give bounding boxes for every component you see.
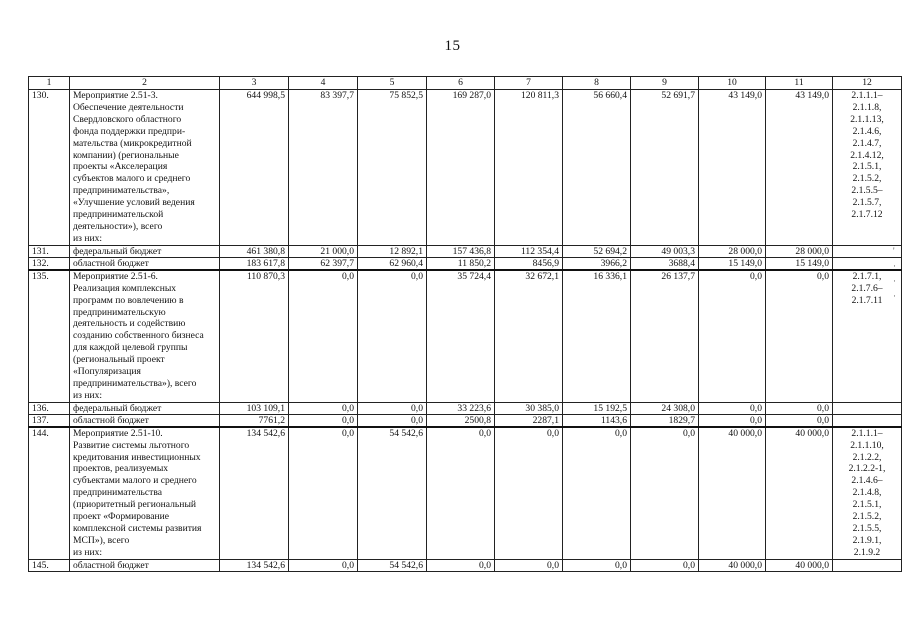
target-code: 2.1.5.7, [852, 197, 882, 209]
row-index: 130. [29, 90, 70, 246]
measure-name-line: Реализация комплексных [73, 282, 177, 294]
measure-name-line: Обеспечение деятельности [73, 101, 184, 113]
target-codes [833, 90, 902, 246]
amount-cell: 0,0 [358, 270, 427, 402]
amount-cell: 0,0 [699, 402, 766, 414]
target-code: 2.1.7.11 [851, 294, 883, 306]
column-header: 8 [563, 77, 631, 90]
amount-cell: 0,0 [358, 402, 427, 414]
amount-cell: 103 109,1 [220, 402, 289, 414]
measure-name-line: деятельности»), всего [73, 220, 163, 232]
measure-name-line: Свердловского областного [73, 113, 182, 125]
amount-cell: 40 000,0 [766, 559, 833, 571]
measure-name-line: «Популяризация [73, 366, 141, 378]
budget-table [28, 76, 902, 572]
amount-cell: 28 000,0 [699, 245, 766, 257]
amount-cell: 0,0 [289, 559, 358, 571]
amount-cell: 43 149,0 [699, 90, 766, 246]
measure-name [70, 427, 220, 559]
measure-name-line: проект «Формирование [73, 511, 170, 523]
amount-cell: 183 617,8 [220, 257, 289, 270]
amount-cell: 3966,2 [563, 257, 631, 270]
target-code: 2.1.4.7, [852, 137, 882, 149]
measure-name-line: программ по вовлечению в [73, 294, 184, 306]
amount-cell: 461 380,8 [220, 245, 289, 257]
amount-cell: 644 998,5 [220, 90, 289, 246]
target-code: 2.1.1.1– [851, 90, 883, 101]
amount-cell: 40 000,0 [766, 427, 833, 559]
budget-source-name: областной бюджет [70, 559, 220, 571]
budget-source-row [29, 402, 902, 414]
amount-cell: 120 811,3 [495, 90, 563, 246]
measure-name-line: Развитие системы льготного [73, 439, 190, 451]
target-code: 2.1.4.6– [851, 475, 883, 487]
amount-cell: 0,0 [699, 414, 766, 427]
amount-cell: 15 192,5 [563, 402, 631, 414]
amount-cell: 157 436,8 [427, 245, 495, 257]
target-code: 2.1.4.12, [850, 149, 884, 161]
column-header: 9 [631, 77, 699, 90]
amount-cell: 15 149,0 [766, 257, 833, 270]
measure-row [29, 427, 902, 559]
measure-name-line: деятельность и содействию [73, 318, 186, 330]
amount-cell: 11 850,2 [427, 257, 495, 270]
amount-cell: 110 870,3 [220, 270, 289, 402]
target-codes-empty [833, 245, 902, 257]
measure-name-line: для каждой целевой группы [73, 342, 188, 354]
budget-source-name: областной бюджет [70, 257, 220, 270]
amount-cell: 40 000,0 [699, 559, 766, 571]
measure-name-line: субъектами малого и среднего [73, 475, 197, 487]
amount-cell: 30 385,0 [495, 402, 563, 414]
amount-cell: 0,0 [289, 402, 358, 414]
measure-name-line: Мероприятие 2.51-10. [73, 427, 163, 439]
target-code: 2.1.1.10, [850, 439, 884, 451]
amount-cell: 8456,9 [495, 257, 563, 270]
measure-name-line: МСП»), всего [73, 534, 130, 546]
row-index: 137. [29, 414, 70, 427]
measure-name-line: предпринимательской [73, 209, 164, 221]
measure-name-line: предпринимательскую [73, 306, 166, 318]
row-index: 132. [29, 257, 70, 270]
amount-cell: 1829,7 [631, 414, 699, 427]
amount-cell: 169 287,0 [427, 90, 495, 246]
measure-name-line: проекты «Акселерация [73, 161, 168, 173]
amount-cell: 26 137,7 [631, 270, 699, 402]
measure-name-line: кредитования инвестиционных [73, 451, 201, 463]
target-codes-empty [833, 402, 902, 414]
target-code: 2.1.5.2, [852, 173, 882, 185]
column-header: 3 [220, 77, 289, 90]
amount-cell: 0,0 [289, 414, 358, 427]
amount-cell: 83 397,7 [289, 90, 358, 246]
target-code: 2.1.2.2-1, [848, 463, 886, 475]
measure-row [29, 270, 902, 402]
amount-cell: 16 336,1 [563, 270, 631, 402]
budget-source-row [29, 414, 902, 427]
amount-cell: 2500,8 [427, 414, 495, 427]
amount-cell: 62 397,7 [289, 257, 358, 270]
amount-cell: 33 223,6 [427, 402, 495, 414]
amount-cell: 0,0 [631, 559, 699, 571]
amount-cell: 3688,4 [631, 257, 699, 270]
margin-scan-marks: ' · · · [893, 246, 896, 301]
target-code: 2.1.7.6– [851, 282, 883, 294]
target-code: 2.1.5.1, [852, 161, 882, 173]
target-codes-empty [833, 559, 902, 571]
amount-cell: 49 003,3 [631, 245, 699, 257]
amount-cell: 21 000,0 [289, 245, 358, 257]
target-code: 2.1.5.5, [852, 523, 882, 534]
amount-cell: 32 672,1 [495, 270, 563, 402]
amount-cell: 75 852,5 [358, 90, 427, 246]
amount-cell: 134 542,6 [220, 559, 289, 571]
amount-cell: 7761,2 [220, 414, 289, 427]
target-code: 2.1.5.2, [852, 511, 882, 523]
target-code: 2.1.1.1– [851, 427, 883, 439]
amount-cell: 0,0 [766, 270, 833, 402]
row-index: 144. [29, 427, 70, 559]
column-header: 2 [70, 77, 220, 90]
target-codes-empty [833, 414, 902, 427]
target-code: 2.1.7.1, [852, 270, 882, 282]
measure-name-line: (региональный проект [73, 354, 165, 366]
measure-name-line: (приоритетный региональный [73, 499, 197, 511]
amount-cell: 43 149,0 [766, 90, 833, 246]
column-header: 12 [833, 77, 902, 90]
measure-name-line: из них: [73, 389, 103, 401]
measure-name-line: субъектов малого и среднего [73, 173, 191, 185]
target-code: 2.1.2.2, [852, 451, 882, 463]
measure-name-line: мательства (микрокредитной [73, 137, 192, 149]
amount-cell: 54 542,6 [358, 427, 427, 559]
measure-name-line: предпринимательства [73, 487, 163, 499]
amount-cell: 0,0 [563, 427, 631, 559]
measure-row [29, 90, 902, 246]
amount-cell: 40 000,0 [699, 427, 766, 559]
amount-cell: 1143,6 [563, 414, 631, 427]
measure-name-line: из них: [73, 232, 103, 244]
amount-cell: 62 960,4 [358, 257, 427, 270]
target-code: 2.1.7.12 [851, 209, 883, 221]
target-codes [833, 270, 902, 402]
amount-cell: 28 000,0 [766, 245, 833, 257]
column-header: 11 [766, 77, 833, 90]
column-header: 10 [699, 77, 766, 90]
amount-cell: 35 724,4 [427, 270, 495, 402]
amount-cell: 0,0 [289, 270, 358, 402]
target-code: 2.1.9.2 [853, 546, 881, 558]
amount-cell: 15 149,0 [699, 257, 766, 270]
header-row [29, 77, 902, 90]
column-header: 6 [427, 77, 495, 90]
amount-cell: 0,0 [427, 559, 495, 571]
amount-cell: 12 892,1 [358, 245, 427, 257]
amount-cell: 2287,1 [495, 414, 563, 427]
measure-name-line: проектов, реализуемых [73, 463, 169, 475]
target-code: 2.1.1.8, [852, 101, 882, 113]
amount-cell: 0,0 [766, 402, 833, 414]
column-header: 4 [289, 77, 358, 90]
row-index: 145. [29, 559, 70, 571]
amount-cell: 24 308,0 [631, 402, 699, 414]
measure-name-line: фонда поддержки предпри- [73, 125, 186, 137]
row-index: 135. [29, 270, 70, 402]
target-code: 2.1.4.8, [852, 487, 882, 499]
row-index: 136. [29, 402, 70, 414]
amount-cell: 0,0 [699, 270, 766, 402]
target-codes-empty [833, 257, 902, 270]
measure-name-line: комплексной системы развития [73, 523, 202, 534]
amount-cell: 0,0 [495, 427, 563, 559]
budget-source-row [29, 559, 902, 571]
amount-cell: 0,0 [358, 414, 427, 427]
measure-name-line: из них: [73, 546, 103, 558]
target-code: 2.1.9.1, [852, 534, 882, 546]
amount-cell: 52 694,2 [563, 245, 631, 257]
target-code: 2.1.5.1, [852, 499, 882, 511]
budget-source-row [29, 257, 902, 270]
column-header: 7 [495, 77, 563, 90]
budget-source-row [29, 245, 902, 257]
measure-name [70, 270, 220, 402]
amount-cell: 112 354,4 [495, 245, 563, 257]
amount-cell: 0,0 [427, 427, 495, 559]
amount-cell: 0,0 [766, 414, 833, 427]
amount-cell: 54 542,6 [358, 559, 427, 571]
page-number: 15 [444, 38, 461, 54]
amount-cell: 0,0 [495, 559, 563, 571]
measure-name [70, 90, 220, 246]
amount-cell: 0,0 [631, 427, 699, 559]
target-codes [833, 427, 902, 559]
budget-source-name: областной бюджет [70, 414, 220, 427]
measure-name-line: созданию собственного бизнеса [73, 330, 204, 342]
amount-cell: 52 691,7 [631, 90, 699, 246]
target-code: 2.1.5.5– [851, 185, 883, 197]
measure-name-line: предпринимательства»), всего [73, 377, 197, 389]
amount-cell: 0,0 [289, 427, 358, 559]
measure-name-line: Мероприятие 2.51-6. [73, 270, 158, 282]
measure-name-line: компании) (региональные [73, 149, 179, 161]
column-header: 1 [29, 77, 70, 90]
row-index: 131. [29, 245, 70, 257]
budget-source-name: федеральный бюджет [70, 245, 220, 257]
amount-cell: 134 542,6 [220, 427, 289, 559]
measure-name-line: «Улучшение условий ведения [73, 197, 195, 209]
amount-cell: 56 660,4 [563, 90, 631, 246]
amount-cell: 0,0 [563, 559, 631, 571]
column-header: 5 [358, 77, 427, 90]
target-code: 2.1.1.13, [850, 113, 884, 125]
target-code: 2.1.4.6, [852, 125, 882, 137]
budget-source-name: федеральный бюджет [70, 402, 220, 414]
measure-name-line: Мероприятие 2.51-3. [73, 90, 158, 101]
measure-name-line: предпринимательства», [73, 185, 170, 197]
